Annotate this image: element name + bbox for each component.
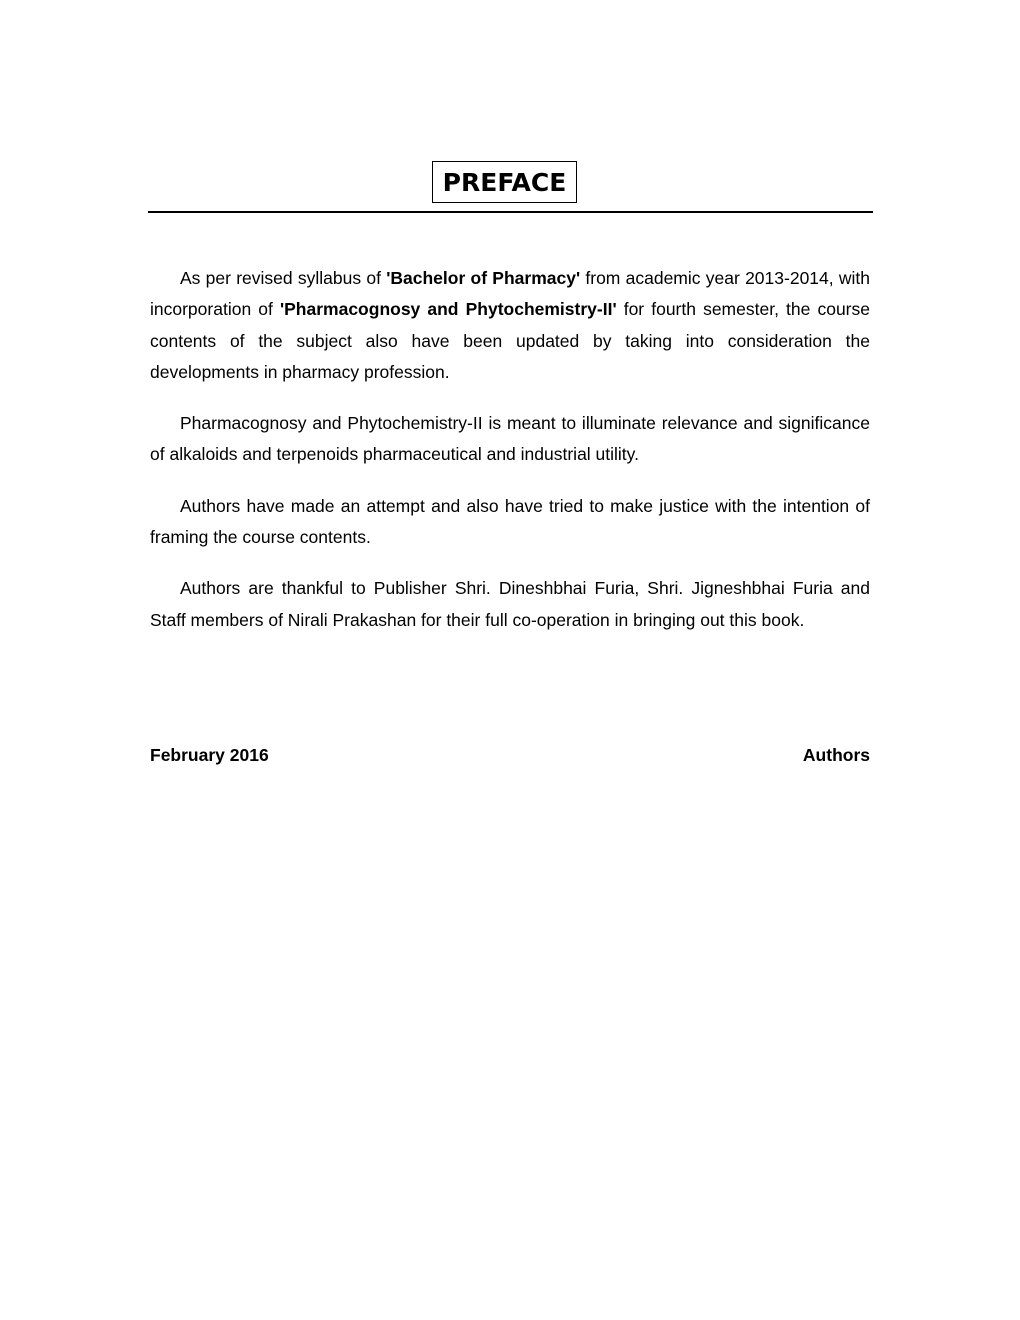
paragraph-2: Pharmacognosy and Phytochemistry-II is meant to illuminate relevance and significance of alkaloids and terpenoids pharmaceutical and industrial utility. — [150, 413, 870, 465]
paragraph-1-text-e: for fourth semester, the course contents of the subject also have been updated by taking into consideration the developments in pharmacy profession. — [150, 299, 870, 382]
footer-date: February 2016 — [150, 745, 269, 765]
paragraph-1-text-a: As per revised syllabus of — [180, 268, 387, 288]
program-name: 'Bachelor of Pharmacy' — [386, 268, 581, 288]
footer-signature: Authors — [802, 745, 870, 765]
page-title: PREFACE — [442, 167, 567, 197]
preface-footer — [150, 741, 870, 769]
preface-title-box — [432, 161, 577, 203]
preface-body — [150, 263, 870, 656]
paragraph-1 — [150, 263, 870, 388]
title-underline-rule — [148, 211, 873, 213]
paragraph-1-text-c: from academic year 2013-2014, with incorporation of — [150, 268, 870, 320]
paragraph-4: Authors are thankful to Publisher Shri. Dineshbhai Furia, Shri. Jigneshbhai Furia and Staff members of Nirali Prakashan for their full co-operation in bringing out this book. — [150, 578, 870, 630]
subject-name: 'Pharmacognosy and Phytochemistry-II' — [279, 299, 617, 320]
paragraph-3: Authors have made an attempt and also have tried to make justice with the intention of framing the course contents. — [150, 495, 870, 548]
